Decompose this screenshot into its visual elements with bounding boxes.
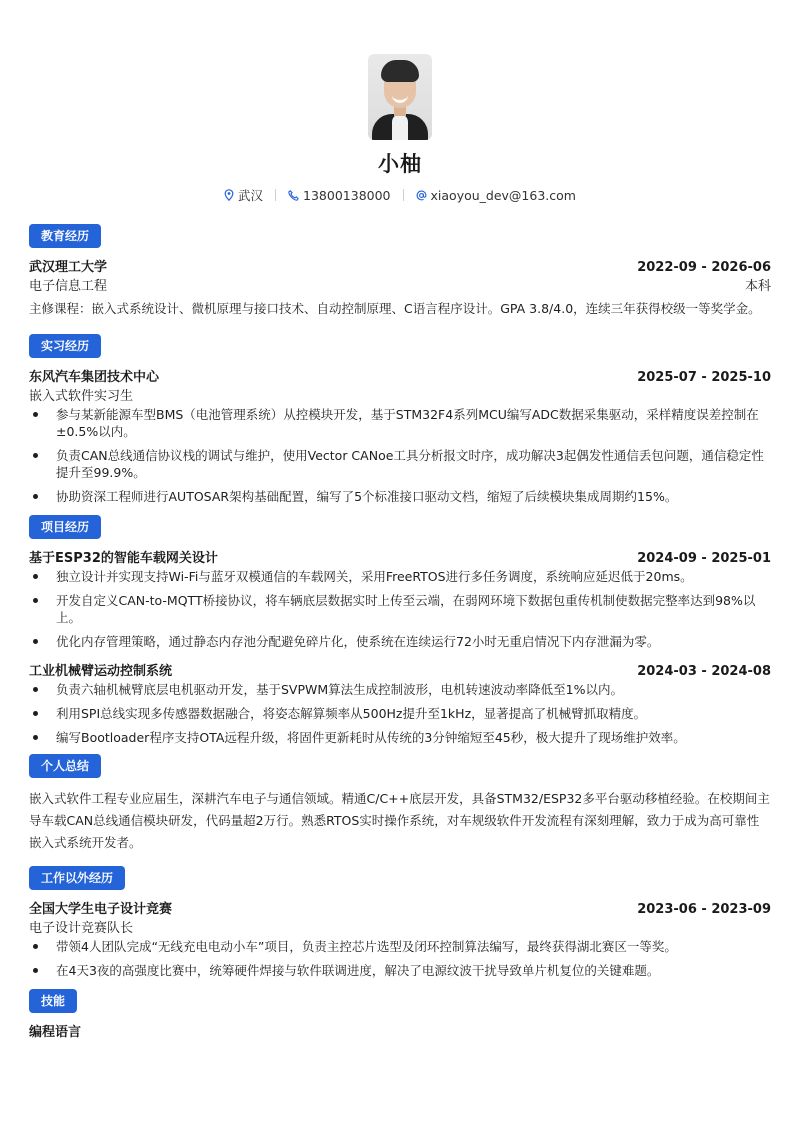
project-header	[29, 547, 771, 566]
section-internship	[29, 334, 771, 505]
divider	[275, 189, 276, 201]
phone-icon	[288, 190, 299, 201]
avatar	[368, 54, 432, 140]
competition-role: 电子设计竞赛队长	[29, 921, 134, 936]
location-pin-icon	[224, 189, 234, 201]
section-extracurricular	[29, 866, 771, 979]
internship-header	[29, 366, 771, 385]
education-subrow	[29, 275, 771, 294]
email-text: xiaoyou_dev@163.com	[430, 187, 576, 203]
project-date: 2024-09 - 2025-01	[637, 551, 771, 566]
education-date: 2022-09 - 2026-06	[637, 260, 771, 275]
list-item: 开发自定义CAN-to-MQTT桥接协议，将车辆底层数据实时上传至云端，在弱网环境下数据包重传机制使数据完整率达到98%以上。	[29, 592, 771, 626]
section-tag-education: 教育经历	[29, 224, 101, 248]
contact-phone	[288, 188, 390, 203]
contact-location	[224, 186, 263, 204]
candidate-name: 小柚	[378, 152, 422, 176]
contact-info	[29, 186, 771, 204]
project-bullets	[29, 568, 771, 650]
list-item: 利用SPI总线实现多传感器数据融合，将姿态解算频率从500Hz提升至1kHz，显著提高了机械臂抓取精度。	[29, 705, 771, 722]
project-title: 基于ESP32的智能车载网关设计	[29, 551, 218, 566]
list-item: 负责CAN总线通信协议栈的调试与维护，使用Vector CANoe工具分析报文时序，成功解决3起偶发性通信丢包问题，通信稳定性提升至99.9%。	[29, 447, 771, 481]
section-tag-internship: 实习经历	[29, 334, 101, 358]
competition-date: 2023-06 - 2023-09	[637, 902, 771, 917]
major: 电子信息工程	[29, 279, 108, 294]
education-description: 主修课程：嵌入式系统设计、微机原理与接口技术、自动控制原理、C语言程序设计。GPA 3.8/4.0，连续三年获得校级一等奖学金。	[29, 301, 761, 316]
company-name: 东风汽车集团技术中心	[29, 370, 160, 385]
list-item: 优化内存管理策略，通过静态内存池分配避免碎片化，使系统在连续运行72小时无重启情况下内存泄漏为零。	[29, 633, 771, 650]
section-education	[29, 224, 771, 320]
at-sign-icon	[416, 190, 427, 201]
list-item: 在4天3夜的高强度比赛中，统筹硬件焊接与软件联调进度，解决了电源纹波干扰导致单片机复位的关键难题。	[29, 962, 771, 979]
phone-text: 13800138000	[303, 187, 391, 203]
internship-role: 嵌入式软件实习生	[29, 389, 134, 404]
section-tag-projects: 项目经历	[29, 515, 101, 539]
school-name: 武汉理工大学	[29, 260, 108, 275]
extracurricular-bullets	[29, 938, 771, 979]
resume-header	[29, 0, 771, 204]
summary-text: 嵌入式软件工程专业应届生，深耕汽车电子与通信领域。精通C/C++底层开发，具备STM32/ESP32多平台驱动移植经验。在校期间主导车载CAN总线通信模块研发，代码量超2万行。熟悉RTOS实时操作系统，对车规级软件开发流程有深刻理解，致力于成为高可靠性嵌入式系统开发者。	[29, 791, 770, 850]
section-projects	[29, 515, 771, 746]
section-tag-summary: 个人总结	[29, 754, 101, 778]
section-tag-extracurricular: 工作以外经历	[29, 866, 125, 890]
internship-date: 2025-07 - 2025-10	[637, 370, 771, 385]
location-text: 武汉	[238, 188, 264, 203]
project-bullets	[29, 681, 771, 746]
list-item: 带领4人团队完成“无线充电电动小车”项目，负责主控芯片选型及闭环控制算法编写，最终获得湖北赛区一等奖。	[29, 938, 771, 955]
skills-heading: 编程语言	[29, 1025, 82, 1040]
list-item: 参与某新能源车型BMS（电池管理系统）从控模块开发，基于STM32F4系列MCU编写ADC数据采集驱动，采样精度误差控制在±0.5%以内。	[29, 406, 771, 440]
degree: 本科	[744, 279, 771, 294]
internship-bullets	[29, 406, 771, 505]
education-header	[29, 256, 771, 275]
list-item: 独立设计并实现支持Wi-Fi与蓝牙双模通信的车载网关，采用FreeRTOS进行多任务调度，系统响应延迟低于20ms。	[29, 568, 771, 585]
section-tag-skills: 技能	[29, 989, 77, 1013]
competition-title: 全国大学生电子设计竞赛	[29, 902, 173, 917]
project-header	[29, 660, 771, 679]
divider	[403, 189, 404, 201]
list-item: 协助资深工程师进行AUTOSAR架构基础配置，编写了5个标准接口驱动文档，缩短了后续模块集成周期约15%。	[29, 488, 771, 505]
extracurricular-header	[29, 898, 771, 917]
section-skills	[29, 989, 771, 1040]
list-item: 编写Bootloader程序支持OTA远程升级，将固件更新耗时从传统的3分钟缩短至45秒，极大提升了现场维护效率。	[29, 729, 771, 746]
list-item: 负责六轴机械臂底层电机驱动开发，基于SVPWM算法生成控制波形，电机转速波动率降低至1%以内。	[29, 681, 771, 698]
project-title: 工业机械臂运动控制系统	[29, 664, 173, 679]
section-summary	[29, 754, 771, 854]
contact-email	[416, 188, 576, 203]
project-date: 2024-03 - 2024-08	[637, 664, 771, 679]
